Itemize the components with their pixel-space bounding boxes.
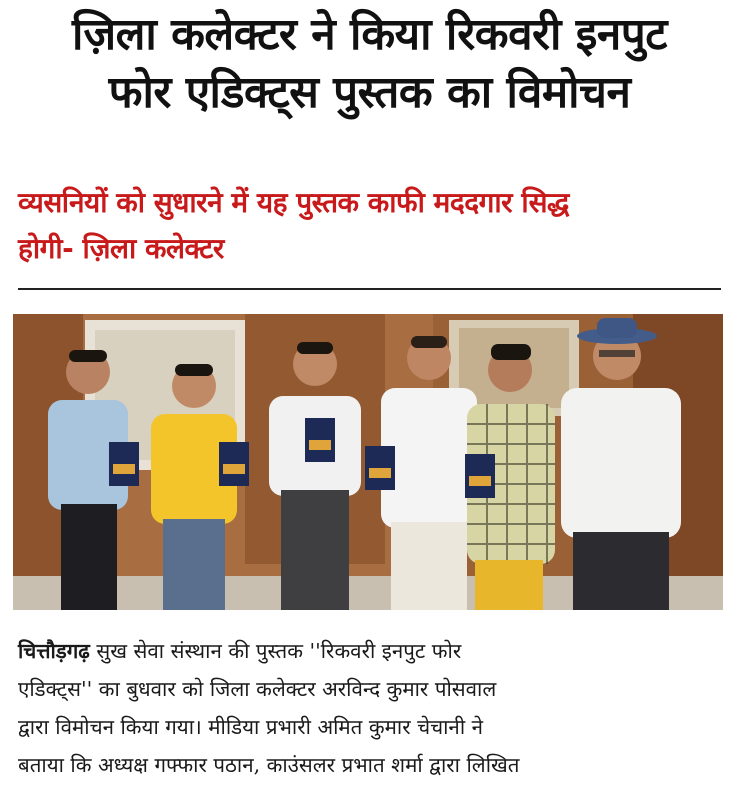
headline-line-1: ज़िला कलेक्टर ने किया रिकवरी इनपुट — [72, 9, 667, 60]
article-line-1 — [18, 632, 723, 670]
article-body — [18, 632, 723, 784]
divider-rule — [18, 288, 721, 290]
article-line-1-text: सुख सेवा संस्थान की पुस्तक ''रिकवरी इनपुट फोर — [96, 639, 462, 663]
subheadline-line-1: व्यसनियों को सुधारने में यह पुस्तक काफी मददगार सिद्ध — [18, 186, 569, 219]
article-line-2: एडिक्ट्स'' का बुधवार को जिला कलेक्टर अरविन्द कुमार पोसवाल — [18, 677, 497, 701]
article-line-3: द्वारा विमोचन किया गया। मीडिया प्रभारी अमित कुमार चेचानी ने — [18, 715, 484, 739]
headline-line-2: फोर एडिक्ट्स पुस्तक का विमोचन — [108, 67, 631, 118]
headline — [0, 6, 739, 122]
dateline: चित्तौड़गढ़ — [18, 639, 90, 663]
photo-illustration — [13, 314, 723, 610]
article-line-4: बताया कि अध्यक्ष गफ्फार पठान, काउंसलर प्रभात शर्मा द्वारा लिखित — [18, 753, 520, 777]
subheadline — [18, 180, 723, 272]
subheadline-line-2: होगी- ज़िला कलेक्टर — [18, 232, 224, 265]
news-photo — [13, 314, 723, 610]
